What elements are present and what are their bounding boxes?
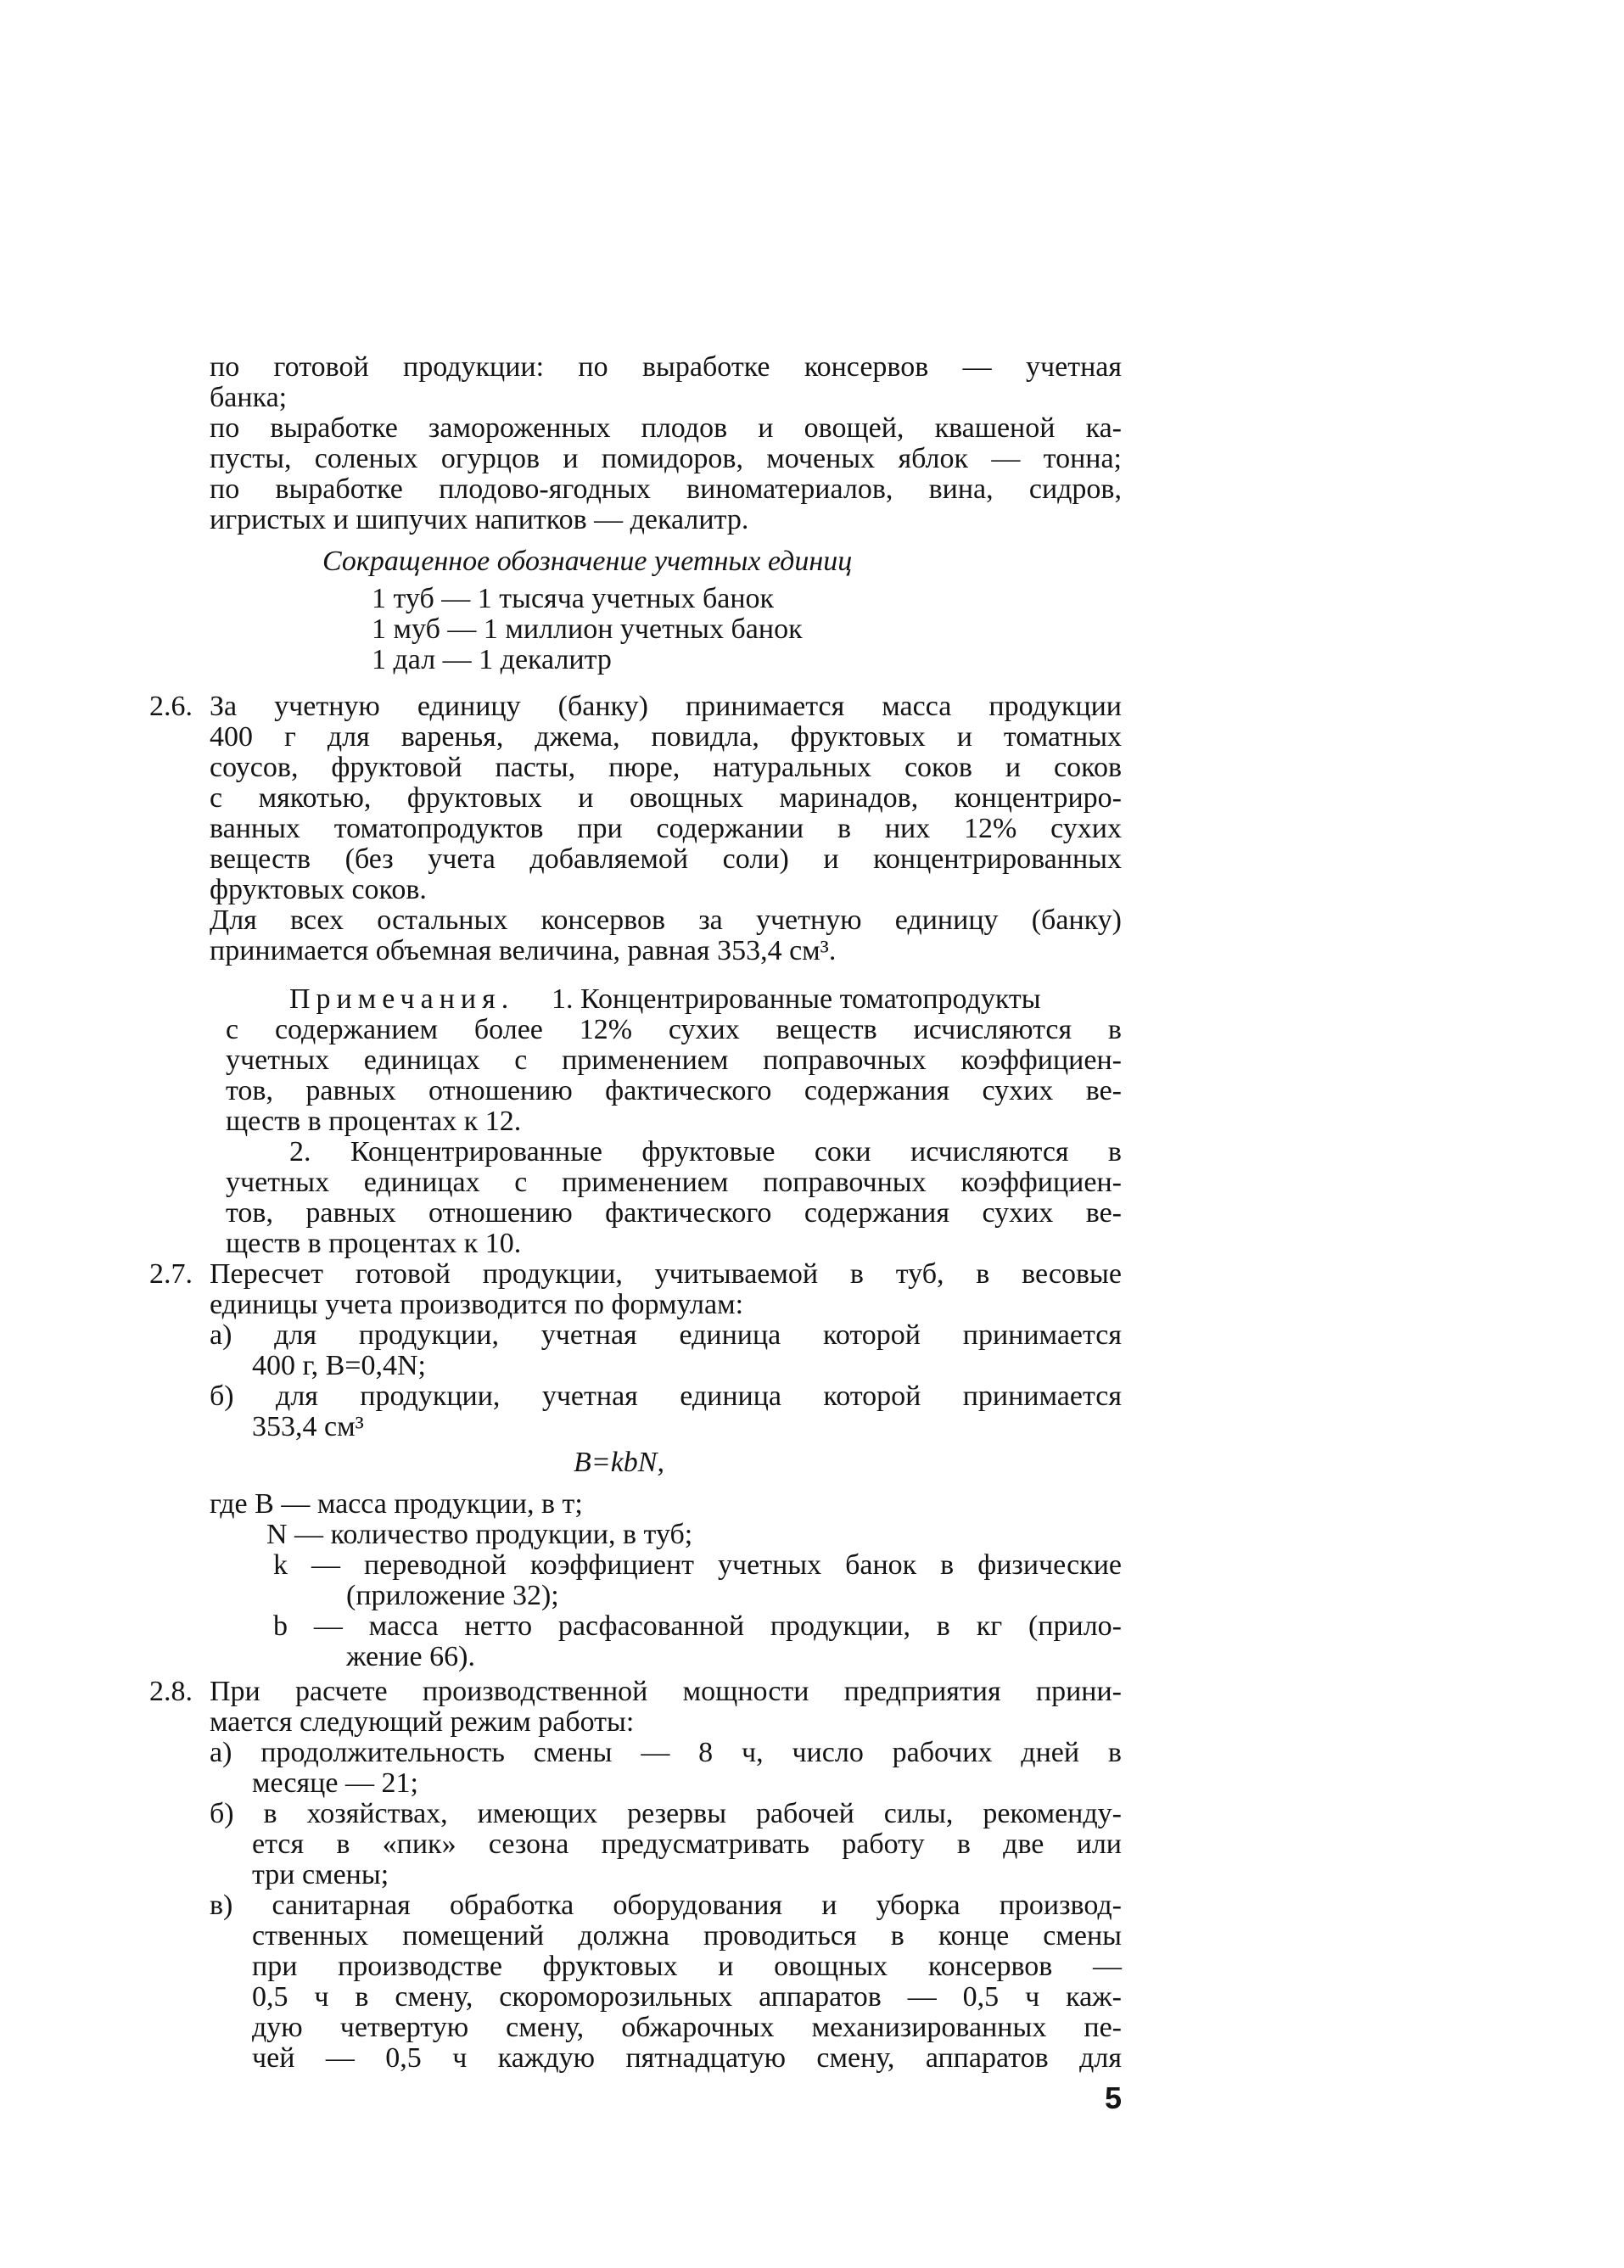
intro-line: по выработке замороженных плодов и овощей, квашеной ка-: [210, 412, 1122, 444]
section-line: принимается объемная величина, равная 353,4 см³.: [210, 935, 837, 966]
note-line: с содержанием более 12% сухих веществ исчисляются в: [226, 1014, 1122, 1045]
section-line: с мякотью, фруктовых и овощных маринадов, концентриро-: [210, 782, 1122, 814]
list-item-line: 0,5 ч в смену, скороморозильных аппаратов — 0,5 ч каж-: [252, 1981, 1122, 2013]
note-line: учетных единицах с применением поправочных коэффициен-: [226, 1044, 1122, 1076]
section-line: ванных томатопродуктов при содержании в них 12% сухих: [210, 813, 1122, 844]
section-line: веществ (без учета добавляемой соли) и концентрированных: [210, 843, 1122, 875]
abbreviation-item: 1 дал — 1 декалитр: [372, 644, 612, 675]
definition-line: жение 66).: [346, 1641, 475, 1672]
definition-line: где В — масса продукции, в т;: [210, 1488, 583, 1520]
list-item-line: б) в хозяйствах, имеющих резервы рабочей силы, рекоменду-: [210, 1798, 1122, 1829]
list-item-line: ется в «пик» сезона предусматривать работу в две или: [252, 1828, 1122, 1860]
note-line: тов, равных отношению фактического содержания сухих ве-: [226, 1197, 1122, 1229]
note-line: ществ в процентах к 10.: [226, 1228, 522, 1259]
section-line: соусов, фруктовой пасты, пюре, натуральных соков и соков: [210, 752, 1122, 783]
list-item-line: 400 г, В=0,4N;: [252, 1350, 426, 1381]
list-item-line: при производстве фруктовых и овощных консервов —: [252, 1951, 1122, 1982]
abbreviation-item: 1 туб — 1 тысяча учетных банок: [372, 583, 775, 614]
section-line: единицы учета производится по формулам:: [210, 1289, 744, 1320]
note-line: 1. Концентрированные томатопродукты: [552, 983, 1041, 1015]
note-line: 2. Концентрированные фруктовые соки исчисляются в: [289, 1136, 1122, 1168]
formula: В=kbN,: [574, 1447, 664, 1478]
list-item-line: 353,4 см³: [252, 1411, 364, 1442]
intro-line: по готовой продукции: по выработке консервов — учетная: [210, 351, 1122, 383]
section-number: 2.7.: [149, 1258, 193, 1290]
note-line: тов, равных отношению фактического содержания сухих ве-: [226, 1075, 1122, 1106]
notes-label: Примечания.: [289, 983, 515, 1015]
list-item-line: дую четвертую смену, обжарочных механизированных пе-: [252, 2012, 1122, 2043]
section-line: 400 г для варенья, джема, повидла, фруктовых и томатных: [210, 721, 1122, 753]
list-item-line: а) для продукции, учетная единица которой принимается: [210, 1319, 1122, 1351]
abbreviations-heading: Сокращенное обозначение учетных единиц: [322, 546, 853, 577]
note-line: учетных единицах с применением поправочных коэффициен-: [226, 1167, 1122, 1198]
list-item-line: в) санитарная обработка оборудования и уборка производ-: [210, 1890, 1122, 1921]
list-item-line: б) для продукции, учетная единица которой принимается: [210, 1380, 1122, 1412]
section-line: Для всех остальных консервов за учетную единицу (банку): [210, 904, 1122, 936]
definition-line: k — переводной коэффициент учетных банок в физические: [273, 1549, 1122, 1581]
section-line: фруктовых соков.: [210, 874, 427, 905]
section-number: 2.8.: [149, 1676, 193, 1707]
section-line: При расчете производственной мощности предприятия прини-: [210, 1676, 1122, 1707]
abbreviation-item: 1 муб — 1 миллион учетных банок: [372, 613, 803, 645]
section-line: За учетную единицу (банку) принимается масса продукции: [210, 691, 1122, 722]
section-line: Пересчет готовой продукции, учитываемой в туб, в весовые: [210, 1258, 1122, 1290]
list-item-line: месяце — 21;: [252, 1767, 418, 1799]
list-item-line: ственных помещений должна проводиться в конце смены: [252, 1920, 1122, 1952]
section-line: мается следующий режим работы:: [210, 1706, 635, 1738]
section-number: 2.6.: [149, 691, 193, 722]
definition-line: (приложение 32);: [346, 1580, 559, 1611]
intro-line: банка;: [210, 382, 288, 413]
intro-line: игристых и шипучих напитков — декалитр.: [210, 504, 749, 535]
intro-line: по выработке плодово-ягодных виноматериалов, вина, сидров,: [210, 473, 1122, 505]
list-item-line: а) продолжительность смены — 8 ч, число рабочих дней в: [210, 1737, 1122, 1768]
definition-line: b — масса нетто расфасованной продукции, в кг (прило-: [273, 1610, 1122, 1642]
intro-line: пусты, соленых огурцов и помидоров, моченых яблок — тонна;: [210, 443, 1122, 474]
list-item-line: чей — 0,5 ч каждую пятнадцатую смену, аппаратов для: [252, 2042, 1122, 2074]
note-line: ществ в процентах к 12.: [226, 1106, 522, 1137]
list-item-line: три смены;: [252, 1859, 389, 1890]
page-number: 5: [1105, 2080, 1123, 2115]
definition-line: N — количество продукции, в туб;: [266, 1519, 693, 1550]
